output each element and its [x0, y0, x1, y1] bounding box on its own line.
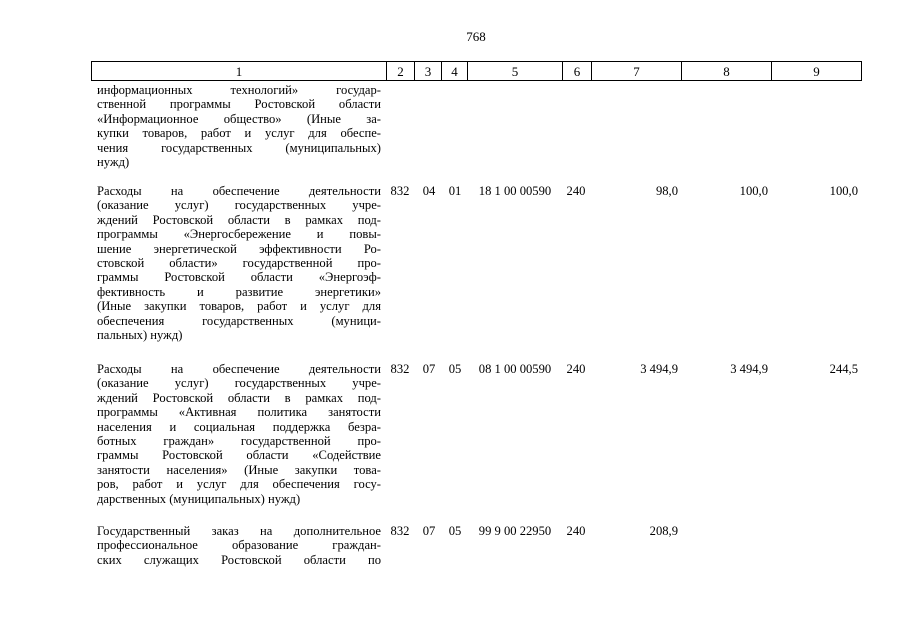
description-line: ров, работ и услуг для обеспечения госу- — [97, 477, 381, 492]
description-line: (оказание услуг) государственных учре- — [97, 376, 381, 391]
cell-ministry-code: 832 — [390, 524, 410, 538]
header-col-6: 6 — [563, 62, 592, 81]
description-line: ждений Ростовской области в рамках под- — [97, 390, 381, 405]
description-line: (Иные закупки товаров, работ и услуг для — [97, 299, 381, 314]
cell-ministry-code: 832 — [390, 184, 410, 198]
page-number: 768 — [466, 29, 486, 44]
description-line: купки товаров, работ и услуг для обеспе- — [97, 126, 381, 141]
cell-section-code: 07 — [422, 362, 436, 376]
description-line: ждений Ростовской области в рамках под- — [97, 212, 381, 227]
description-line: чения государственных (муниципальных) — [97, 140, 381, 155]
cell-section-code: 07 — [422, 524, 436, 538]
description-line: стовской области» государственной про- — [97, 256, 381, 271]
description-line: нужд) — [97, 155, 130, 170]
header-col-8: 8 — [682, 62, 772, 81]
description-line: Расходы на обеспечение деятельности — [97, 184, 381, 198]
cell-expense-type: 240 — [566, 524, 586, 538]
cell-target-article: 08 1 00 00590 — [478, 362, 552, 376]
description-line: Расходы на обеспечение деятельности — [97, 362, 381, 376]
table-header — [91, 61, 862, 81]
cell-amount-col8: 3 494,9 — [730, 362, 768, 376]
cell-amount-col8: 100,0 — [739, 184, 768, 198]
description-line: граммы Ростовской области «Содействие — [97, 448, 381, 463]
description-line: ботных граждан» государственной про- — [97, 434, 381, 449]
cell-subsection-code: 05 — [448, 524, 462, 538]
description-line: занятости населения» (Иные закупки това- — [97, 462, 381, 477]
description-line: программы «Энергосбережение и повы- — [97, 227, 381, 242]
header-col-1: 1 — [92, 62, 387, 81]
description-line: фективность и развитие энергетики» — [97, 284, 381, 299]
description-line: Государственный заказ на дополнительное — [97, 524, 381, 538]
description-line: граммы Ростовской области «Энергоэф- — [97, 270, 381, 285]
cell-amount-col7: 208,9 — [649, 524, 678, 538]
table-row-description — [97, 184, 381, 342]
table-row-description — [97, 362, 381, 506]
cell-amount-col9: 100,0 — [829, 184, 858, 198]
cell-section-code: 04 — [422, 184, 436, 198]
header-col-5: 5 — [468, 62, 563, 81]
header-col-2: 2 — [387, 62, 415, 81]
description-line: информационных технологий» государ- — [97, 83, 381, 97]
description-line: шение энергетической эффективности Ро- — [97, 241, 381, 256]
cell-expense-type: 240 — [566, 184, 586, 198]
description-line: населения и социальная поддержка безра- — [97, 419, 381, 434]
header-col-3: 3 — [415, 62, 442, 81]
description-line: профессиональное образование граждан- — [97, 538, 381, 553]
table-row-description — [97, 524, 381, 567]
cell-amount-col9: 244,5 — [829, 362, 858, 376]
header-col-4: 4 — [442, 62, 468, 81]
description-line: дарственных (муниципальных) нужд) — [97, 491, 301, 506]
cell-subsection-code: 01 — [448, 184, 462, 198]
description-line: ственной программы Ростовской области — [97, 97, 381, 112]
cell-amount-col7: 98,0 — [655, 184, 678, 198]
description-line: пальных) нужд) — [97, 328, 183, 343]
cell-expense-type: 240 — [566, 362, 586, 376]
cell-amount-col7: 3 494,9 — [640, 362, 678, 376]
description-line: «Информационное общество» (Иные за- — [97, 111, 381, 126]
description-line: программы «Активная политика занятости — [97, 405, 381, 420]
header-col-7: 7 — [592, 62, 682, 81]
table-row-description — [97, 83, 381, 169]
header-col-9: 9 — [813, 64, 820, 79]
cell-subsection-code: 05 — [448, 362, 462, 376]
cell-target-article: 18 1 00 00590 — [478, 184, 552, 198]
cell-target-article: 99 9 00 22950 — [478, 524, 552, 538]
description-line: ских служащих Ростовской области по — [97, 552, 381, 567]
description-line: обеспечения государственных (муници- — [97, 313, 381, 328]
cell-ministry-code: 832 — [390, 362, 410, 376]
description-line: (оказание услуг) государственных учре- — [97, 198, 381, 213]
